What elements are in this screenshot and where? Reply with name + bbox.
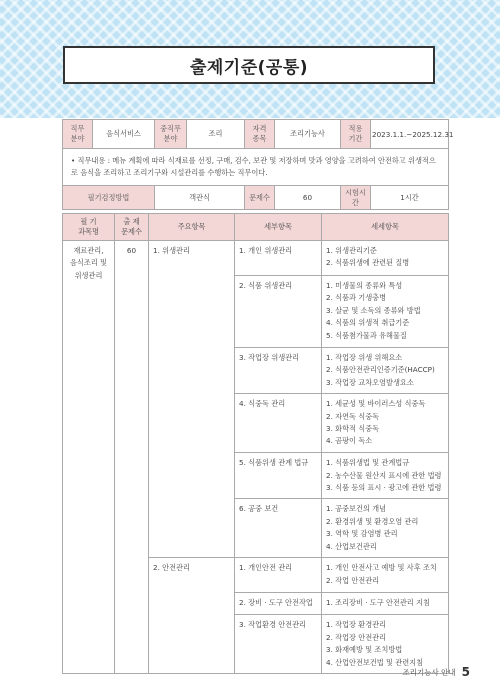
sub-item: 3. 작업환경 안전관리 (235, 615, 322, 674)
sub-item: 1. 개인 위생관리 (235, 241, 322, 276)
detail-item: 1. 위생관리기준 2. 식품위생에 관련된 질병 (322, 241, 449, 276)
job-description: • 직무내용 : 메뉴 계획에 따라 식재료를 선정, 구매, 검수, 보관 및 저장하며 맛과 영양을 고려하여 안전하고 위생적으로 음식을 조리하고 조리기구와 시설관리를 수행하는 직무이다. (63, 149, 449, 186)
question-count-value: 60 (275, 186, 341, 210)
header-main-item: 주요항목 (149, 214, 235, 241)
sub-field-value: 조리 (187, 120, 245, 149)
main-item-hygiene: 1. 위생관리 (149, 241, 235, 558)
table-row (63, 241, 449, 276)
sub-item: 6. 공중 보건 (235, 499, 322, 558)
detail-item: 1. 식품위생법 및 관계법규 2. 농수산물 원산지 표시에 관한 법령 3. 식품 등의 표시 · 광고에 관한 법령 (322, 453, 449, 499)
job-field-label: 직무 분야 (63, 120, 93, 149)
exam-time-label: 시험시간 (341, 186, 371, 210)
detail-item: 1. 작업장 위생 위해요소 2. 식품안전관리인증기준(HACCP) 3. 작업장 교차오염발생요소 (322, 348, 449, 394)
page-number: 5 (461, 665, 470, 679)
header-detail-item: 세세항목 (322, 214, 449, 241)
footer-label: 조리기능사 안내 (402, 667, 456, 677)
sub-item: 2. 식품 위생관리 (235, 276, 322, 348)
page-footer (403, 665, 470, 679)
cert-value: 조리기능사 (275, 120, 341, 149)
sub-item: 5. 식품위생 관계 법규 (235, 453, 322, 499)
detail-item: 1. 작업장 환경관리 2. 작업장 안전관리 3. 화재예방 및 조치방법 4. 산업안전보건법 및 관련지침 (322, 615, 449, 674)
header-sub-item: 세부항목 (235, 214, 322, 241)
period-value: 2023.1.1.~2025.12.31 (371, 120, 449, 149)
detail-item: 1. 세균성 및 바이러스성 식중독 2. 자연독 식중독 3. 화학적 식중독 4. 곰팡이 독소 (322, 394, 449, 453)
subject-cell: 재료관리, 음식조리 및 위생관리 (63, 241, 115, 674)
cert-label: 자격 종목 (245, 120, 275, 149)
job-field-value: 음식서비스 (93, 120, 155, 149)
detail-item: 1. 조리장비 · 도구 안전관리 지침 (322, 593, 449, 615)
exam-method-value: 객관식 (155, 186, 245, 210)
exam-time-value: 1시간 (371, 186, 449, 210)
detail-item: 1. 미생물의 종류와 특성 2. 식품과 기생충병 3. 살균 및 소독의 종류와 방법 4. 식품의 위생적 취급기준 5. 식품첨가물과 유해물질 (322, 276, 449, 348)
qualification-info-table (62, 119, 454, 210)
period-label: 적용 기간 (341, 120, 371, 149)
sub-item: 2. 장비 · 도구 안전작업 (235, 593, 322, 615)
detail-item: 1. 공중보건의 개념 2. 환경위생 및 환경오염 관리 3. 역학 및 감염병 관리 4. 산업보건관리 (322, 499, 449, 558)
detail-item: 1. 개인 안전사고 예방 및 사후 조치 2. 작업 안전관리 (322, 558, 449, 593)
exam-criteria-table (62, 213, 449, 674)
sub-item: 3. 작업장 위생관리 (235, 348, 322, 394)
sub-field-label: 중직무 분야 (155, 120, 187, 149)
sub-item: 1. 개인안전 관리 (235, 558, 322, 593)
count-cell: 60 (115, 241, 149, 674)
table-header-row (63, 214, 449, 241)
question-count-label: 문제수 (245, 186, 275, 210)
header-subject: 필 기 과목명 (63, 214, 115, 241)
exam-method-label: 필기검정방법 (63, 186, 155, 210)
page-title: 출제기준(공통) (63, 46, 435, 84)
sub-item: 4. 식중독 관리 (235, 394, 322, 453)
header-count: 출 제 문제수 (115, 214, 149, 241)
main-item-safety: 2. 안전관리 (149, 558, 235, 674)
